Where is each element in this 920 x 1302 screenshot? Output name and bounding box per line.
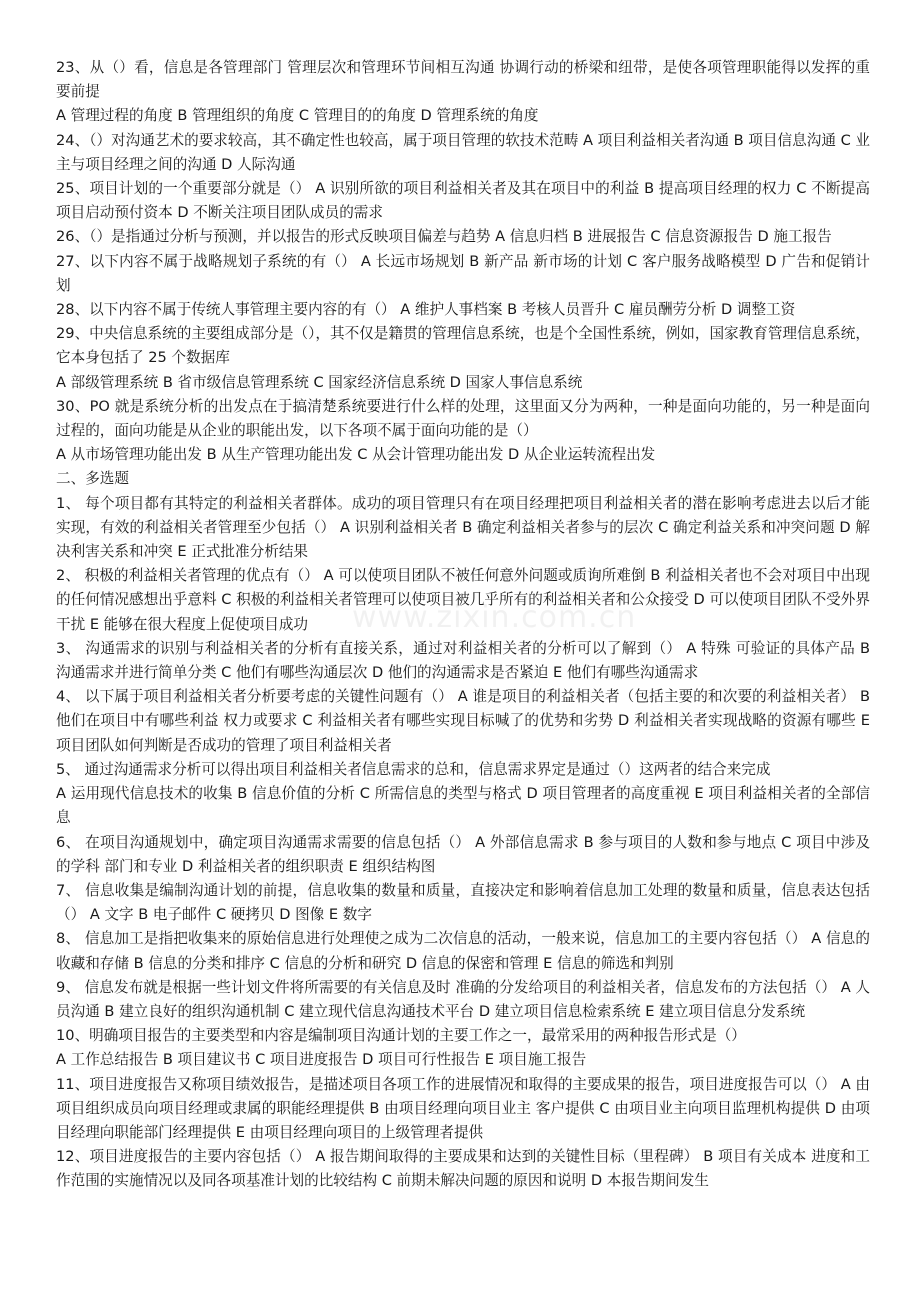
paragraph: 28、以下内容不属于传统人事管理主要内容的有（） A 维护人事档案 B 考核人员晋升 C 雇员酬劳分析 D 调整工资 <box>56 301 796 319</box>
paragraph: 8、 信息加工是指把收集来的原始信息进行处理使之成为二次信息的活动，一般来说，信息加工的主要内容包括（） A 信息的收藏和存储 B 信息的分类和排序 C 信息的分析和研究 D 信息的保密和管理 E 信息的筛选和判别 <box>56 930 870 972</box>
paragraph: 23、从（）看，信息是各管理部门 管理层次和管理环节间相互沟通 协调行动的桥梁和纽带，是使各项管理职能得以发挥的重要前提 <box>56 59 870 101</box>
paragraph: 24、（）对沟通艺术的要求较高，其不确定性也较高，属于项目管理的软技术范畴 A 项目利益相关者沟通 B 项目信息沟通 C 业主与项目经理之间的沟通 D 人际沟通 <box>56 131 870 173</box>
paragraph: 29、中央信息系统的主要组成部分是（），其不仅是籍贯的管理信息系统，也是个全国性系统，例如，国家教育管理信息系统，它本身包括了 25 个数据库 <box>56 325 870 367</box>
paragraph: A 工作总结报告 B 项目建议书 C 项目进度报告 D 项目可行性报告 E 项目施工报告 <box>56 1051 587 1069</box>
paragraph: 4、 以下属于项目利益相关者分析要考虑的关键性问题有（） A 谁是项目的利益相关者（包括主要的和次要的利益相关者） B 他们在项目中有哪些利益 权力或要求 C 利益相关者有哪些实现目标喊了的优势和劣势 D 利益相关者实现战略的资源有哪些 E 项目团队如何判断是否成功的管理了项目利益相关者 <box>56 688 870 754</box>
paragraph: 27、以下内容不属于战略规划子系统的有（） A 长远市场规划 B 新产品 新市场的计划 C 客户服务战略模型 D 广告和促销计划 <box>56 252 870 294</box>
paragraph: 2、 积极的利益相关者管理的优点有（） A 可以使项目团队不被任何意外问题或质询所难倒 B 利益相关者也不会对项目中出现的任何情况感想出乎意料 C 积极的利益相关者管理可以使项目被几乎所有的利益相关者和公众接受 D 可以使项目团队不受外界干扰 E 能够在很大程度上促使项目成功 <box>56 567 870 633</box>
paragraph: 9、 信息发布就是根据一些计划文件将所需要的有关信息及时 准确的分发给项目的利益相关者，信息发布的方法包括（） A 人员沟通 B 建立良好的组织沟通机制 C 建立现代信息沟通技术平台 D 建立项目信息检索系统 E 建立项目信息分发系统 <box>56 978 870 1020</box>
paragraph: 25、项目计划的一个重要部分就是（） A 识别所欲的项目利益相关者及其在项目中的利益 B 提高项目经理的权力 C 不断提高项目启动预付资本 D 不断关注项目团队成员的需求 <box>56 180 870 222</box>
paragraph: 11、项目进度报告又称项目绩效报告，是描述项目各项工作的进展情况和取得的主要成果的报告，项目进度报告可以（） A 由项目组织成员向项目经理或隶属的职能经理提供 B 由项目经理向项目业主 客户提供 C 由项目业主向项目监理机构提供 D 由项目经理向职能部门经理提供 E 由项目经理向项目的上级管理者提供 <box>56 1075 870 1141</box>
paragraph: 30、PO 就是系统分析的出发点在于搞清楚系统要进行什么样的处理，这里面又分为两种，一种是面向功能的，另一种是面向过程的，面向功能是从企业的职能出发，以下各项不属于面向功能的是（） <box>56 397 870 440</box>
document-body <box>56 56 870 1194</box>
paragraph: A 部级管理系统 B 省市级信息管理系统 C 国家经济信息系统 D 国家人事信息系统 <box>56 373 583 391</box>
paragraph: A 从市场管理功能出发 B 从生产管理功能出发 C 从会计管理功能出发 D 从企业运转流程出发 <box>56 446 656 464</box>
paragraph: 5、 通过沟通需求分析可以得出项目利益相关者信息需求的总和，信息需求界定是通过（）这两者的结合来完成 <box>56 760 771 778</box>
paragraph: 26、（）是指通过分析与预测，并以报告的形式反映项目偏差与趋势 A 信息归档 B 进展报告 C 信息资源报告 D 施工报告 <box>56 228 832 246</box>
watermark: www.zixin.com.cn <box>352 600 637 635</box>
paragraph: 10、明确项目报告的主要类型和内容是编制项目沟通计划的主要工作之一，最常采用的两种报告形式是（） <box>56 1027 746 1045</box>
paragraph: A 运用现代信息技术的收集 B 信息价值的分析 C 所需信息的类型与格式 D 项目管理者的高度重视 E 项目利益相关者的全部信息 <box>56 785 870 827</box>
paragraph: 二、多选题 <box>56 470 129 488</box>
paragraph: A 管理过程的角度 B 管理组织的角度 C 管理目的的角度 D 管理系统的角度 <box>56 107 539 125</box>
paragraph: 6、 在项目沟通规划中，确定项目沟通需求需要的信息包括（） A 外部信息需求 B 参与项目的人数和参与地点 C 项目中涉及的学科 部门和专业 D 利益相关者的组织职责 E 组织结构图 <box>56 833 870 875</box>
paragraph: 7、 信息收集是编制沟通计划的前提，信息收集的数量和质量，直接决定和影响着信息加工处理的数量和质量，信息表达包括（） A 文字 B 电子邮件 C 硬拷贝 D 图像 E 数字 <box>56 881 870 924</box>
paragraph: 3、 沟通需求的识别与利益相关者的分析有直接关系，通过对利益相关者的分析可以了解到（） A 特殊 可验证的具体产品 B 沟通需求并进行简单分类 C 他们有哪些沟通层次 D 他们的沟通需求是否紧迫 E 他们有哪些沟通需求 <box>56 639 870 682</box>
paragraph: 12、项目进度报告的主要内容包括（） A 报告期间取得的主要成果和达到的关键性目标（里程碑） B 项目有关成本 进度和工作范围的实施情况以及同各项基准计划的比较结构 C 前期未解决问题的原因和说明 D 本报告期间发生 <box>56 1148 870 1190</box>
paragraph: 1、 每个项目都有其特定的利益相关者群体。成功的项目管理只有在项目经理把项目利益相关者的潜在影响考虑进去以后才能实现，有效的利益相关者管理至少包括（） A 识别利益相关者 B 确定利益相关者参与的层次 C 确定利益关系和冲突问题 D 解决利害关系和冲突 E 正式批准分析结果 <box>56 494 870 561</box>
